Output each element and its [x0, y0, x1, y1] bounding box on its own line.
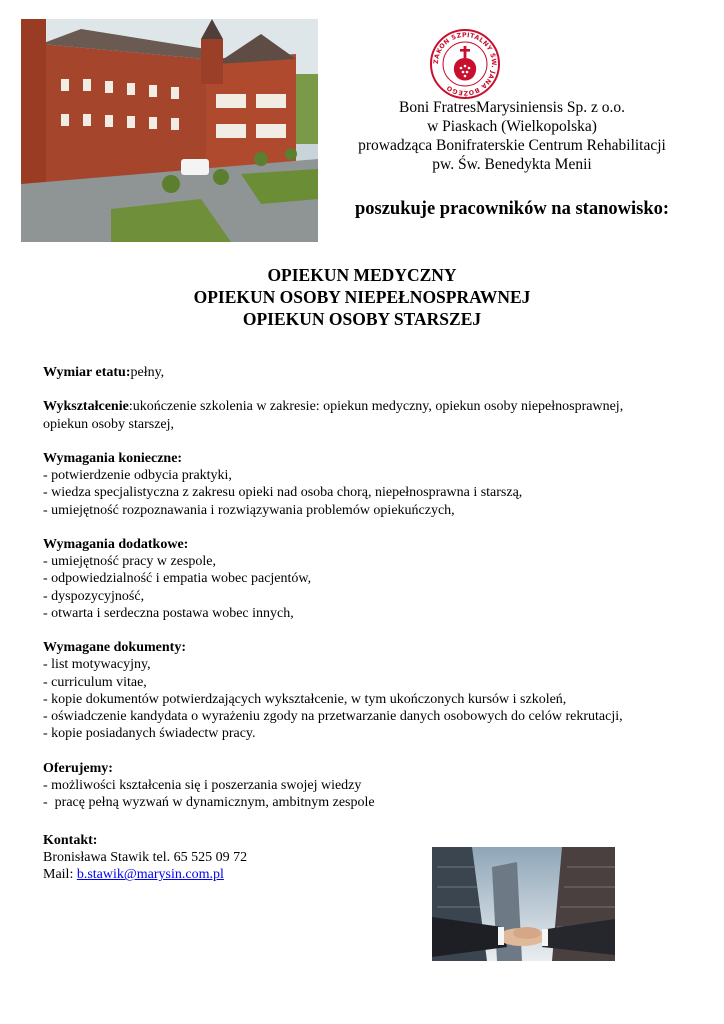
list-item: - możliwości kształcenia się i poszerzania swojej wiedzy — [43, 777, 362, 793]
handshake-illustration — [432, 847, 615, 961]
documents-heading: Wymagane dokumenty: — [43, 640, 186, 656]
additional-section — [43, 536, 683, 622]
logo — [429, 28, 501, 100]
list-item: - kopie dokumentów potwierdzających wykształcenie, w tym ukończonych kursów i szkoleń, — [43, 691, 567, 707]
position-title: OPIEKUN OSOBY NIEPEŁNOSPRAWNEJ — [193, 287, 531, 307]
building-photo — [21, 19, 318, 242]
education-label: Wykształcenie — [43, 399, 129, 415]
svg-text:ZAKON SZPITALNY ŚW. JANA BOŻEG: ZAKON SZPITALNY ŚW. JANA BOŻEGO — [432, 31, 498, 97]
company-center: prowadząca Bonifraterskie Centrum Rehabilitacji — [358, 137, 666, 154]
list-item: - wiedza specjalistyczna z zakresu opieki nad osoba chorą, niepełnosprawna i starszą, — [43, 485, 523, 501]
documents-section — [43, 639, 683, 742]
handshake-photo — [432, 847, 615, 961]
employment-label: Wymiar etatu: — [43, 365, 131, 380]
education-section — [43, 398, 683, 432]
requirements-section — [43, 450, 683, 519]
list-item: - umiejętność pracy w zespole, — [43, 554, 216, 570]
list-item: - odpowiedzialność i empatia wobec pacjentów, — [43, 571, 312, 587]
email-link[interactable]: b.stawik@marysin.com.pl — [76, 867, 224, 883]
list-item: - potwierdzenie odbycia praktyki, — [43, 468, 232, 484]
list-item: - dyspozycyjność, — [43, 588, 145, 604]
mail-label: Mail: — [43, 867, 77, 883]
list-item: - curriculum vitae, — [43, 674, 147, 690]
requirements-heading: Wymagania konieczne: — [43, 450, 183, 466]
list-item: - pracę pełną wyzwań w dynamicznym, ambitnym zespole — [43, 795, 375, 810]
list-item: - kopie posiadanych świadectw pracy. — [43, 726, 256, 742]
seeking-heading: poszukuje pracowników na stanowisko: — [354, 199, 670, 219]
company-location: w Piaskach (Wielkopolska) — [427, 118, 597, 135]
position-title: OPIEKUN MEDYCZNY — [267, 265, 457, 285]
job-details — [43, 364, 683, 828]
company-name: Boni FratresMarysiniensis Sp. z o.o. — [398, 99, 626, 116]
contact-person: Bronisława Stawik tel. 65 525 09 72 — [43, 850, 248, 866]
positions-title — [0, 264, 724, 330]
education-value: :ukończenie szkolenia w zakresie: opiekun medyczny, opiekun osoby niepełnosprawnej, — [128, 399, 624, 415]
contact-section — [43, 832, 247, 884]
offer-section — [43, 760, 683, 812]
list-item: - oświadczenie kandydata o wyrażeniu zgody na przetwarzanie danych osobowych do celów rekrutacji, — [43, 709, 623, 724]
education-value-cont: opiekun osoby starszej, — [43, 416, 175, 432]
additional-heading: Wymagania dodatkowe: — [43, 536, 189, 552]
company-info — [318, 98, 706, 174]
contact-heading: Kontakt: — [43, 833, 98, 848]
employment-value: pełny, — [130, 365, 165, 380]
list-item: - umiejętność rozpoznawania i rozwiązywania problemów opiekuńczych, — [43, 502, 455, 518]
building-illustration — [21, 19, 318, 242]
company-patron: pw. Św. Benedykta Menii — [432, 156, 592, 173]
list-item: - otwarta i serdeczna postawa wobec innych, — [43, 605, 294, 621]
list-item: - list motywacyjny, — [43, 657, 151, 673]
offer-heading: Oferujemy: — [43, 760, 113, 776]
position-title: OPIEKUN OSOBY STARSZEJ — [242, 309, 482, 329]
employment-section — [43, 364, 683, 381]
hospital-order-logo-icon — [429, 28, 501, 100]
